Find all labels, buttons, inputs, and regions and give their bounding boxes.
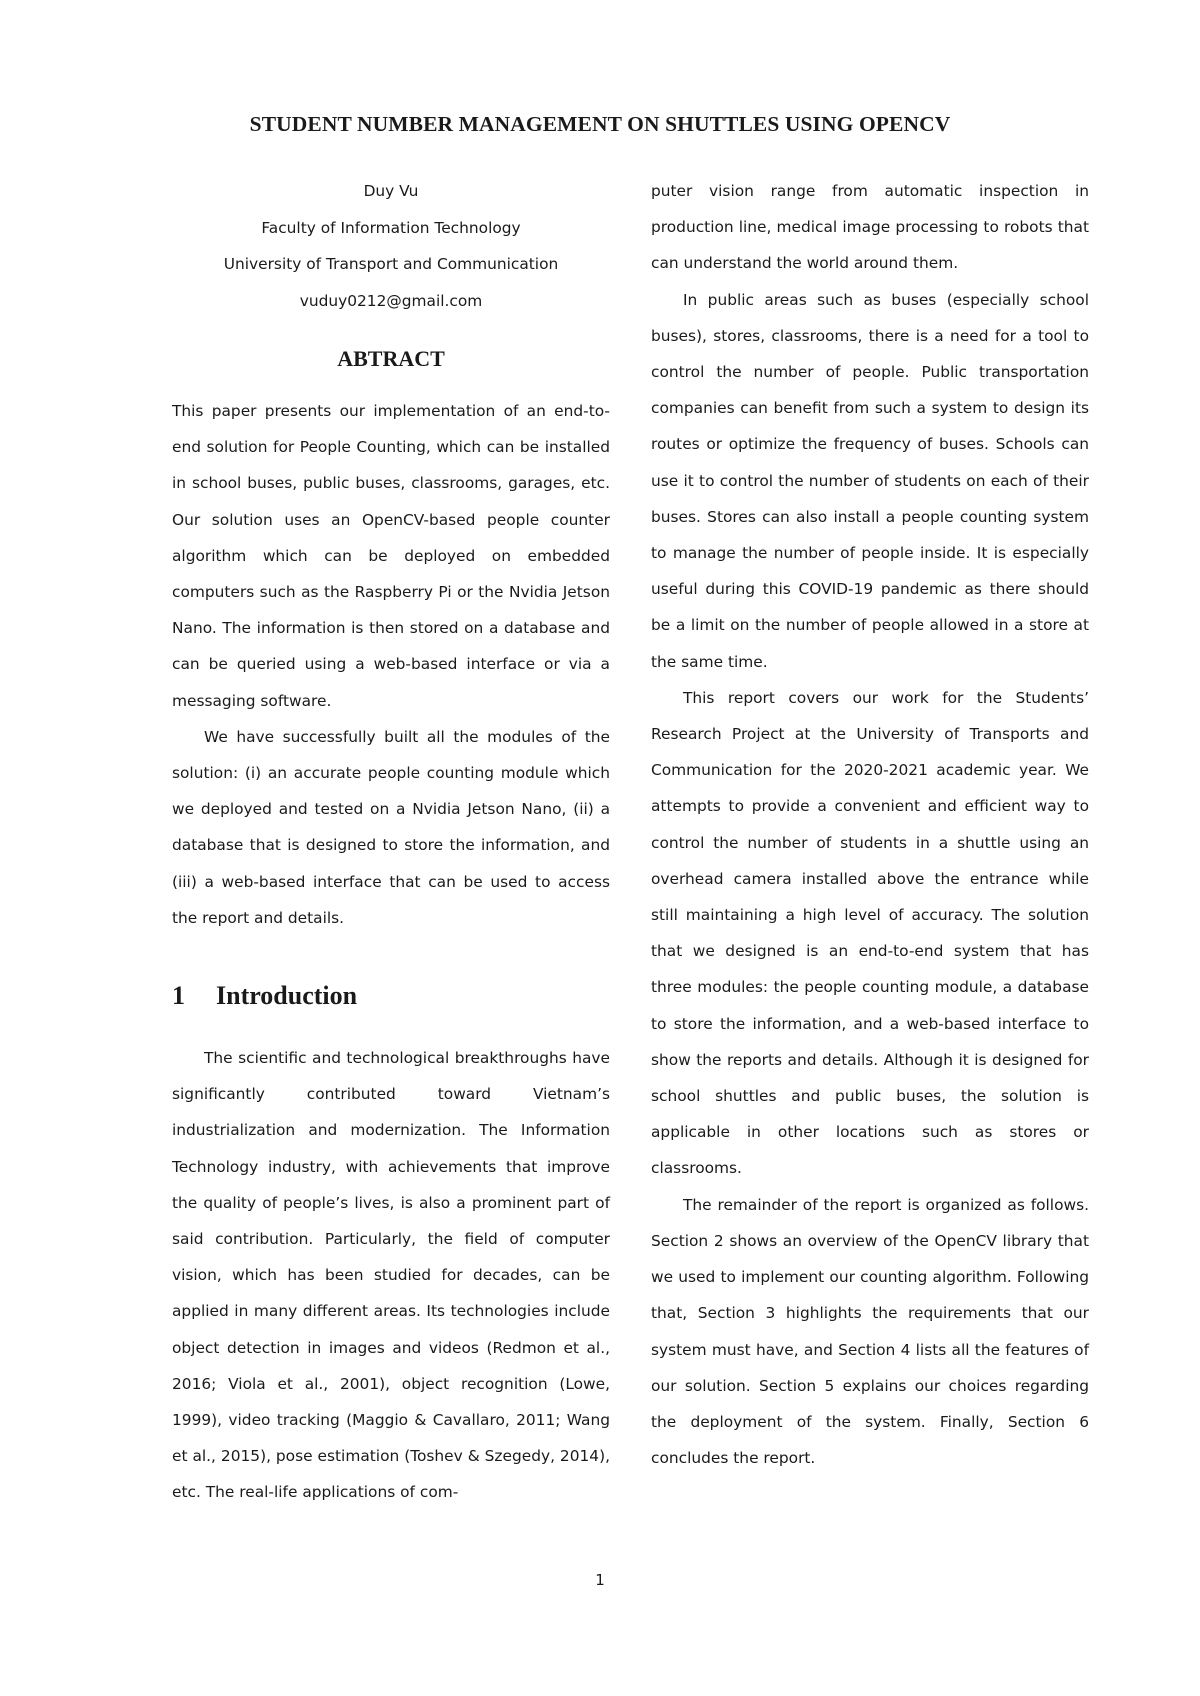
author-university: University of Transport and Communication [223,255,559,273]
intro-paragraph-continuation: puter vision range from automatic inspection in production line, medical image processing to robots that can understand the world around them. [651,182,1089,273]
intro-paragraph: The scientific and technological breakthroughs have significantly contributed toward Vietnam’s industrialization and modernization. The Information Technology industry, with achievements that improve the quality of people’s lives, is also a prominent part of said contribution. Particularly, the field of computer vision, which has been studied for decades, can be applied in many different areas. Its technologies include object detection in images and videos (Redmon et al., 2016; Viola et al., 2001), object recognition (Lowe, 1999), video tracking (Maggio & Cavallaro, 2011; Wang et al., 2015), pose estimation (Toshev & Szegedy, 2014), etc. The real-life applications of com- [172,1049,610,1502]
author-block [172,173,610,319]
abstract-paragraph: We have successfully built all the modules of the solution: (i) an accurate people counting module which we deployed and tested on a Nvidia Jetson Nano, (ii) a database that is designed to store the information, and (iii) a web-based interface that can be used to access the report and details. [172,727,610,927]
intro-paragraph: This report covers our work for the Students’ Research Project at the University of Transports and Communication for the 2020-2021 academic year. We attempts to provide a convenient and efficient way to control the number of students in a shuttle using an overhead camera installed above the entrance while still maintaining a high level of accuracy. The solution that we designed is an end-to-end system that has three modules: the people counting module, a database to store the information, and a web-based interface to show the reports and details. Although it is designed for school shuttles and public buses, the solution is applicable in other locations such as stores or classrooms. [651,688,1089,1178]
section-heading [172,978,610,1014]
section-title: Introduction [216,981,358,1011]
right-column [651,173,1089,1476]
author-email: vuduy0212@gmail.com [299,291,483,310]
paper-title: STUDENT NUMBER MANAGEMENT ON SHUTTLES USING OPENCV [249,112,951,136]
abstract-paragraph: This paper presents our implementation of an end-to-end solution for People Counting, which can be installed in school buses, public buses, classrooms, garages, etc. Our solution uses an OpenCV-based people counter algorithm which can be deployed on embedded computers such as the Raspberry Pi or the Nvidia Jetson Nano. The information is then stored on a database and can be queried using a web-based interface or via a messaging software. [172,402,610,710]
intro-paragraph: In public areas such as buses (especially school buses), stores, classrooms, there is a need for a tool to control the number of people. Public transportation companies can benefit from such a system to design its routes or optimize the frequency of buses. Schools can use it to control the number of students on each of their buses. Stores can also install a people counting system to manage the number of people inside. It is especially useful during this COVID-19 pandemic as there should be a limit on the number of people allowed in a store at the same time. [651,290,1089,671]
author-name: Duy Vu [363,182,419,200]
intro-paragraph: The remainder of the report is organized as follows. Section 2 shows an overview of the OpenCV library that we used to implement our counting algorithm. Following that, Section 3 highlights the requirements that our system must have, and Section 4 lists all the features of our solution. Section 5 explains our choices regarding the deployment of the system. Finally, Section 6 concludes the report. [651,1195,1089,1468]
abstract-heading: ABTRACT [337,346,445,371]
section-number: 1 [172,981,185,1011]
author-faculty: Faculty of Information Technology [261,218,521,237]
page-number: 1 [595,1571,605,1589]
left-column [172,173,610,1511]
